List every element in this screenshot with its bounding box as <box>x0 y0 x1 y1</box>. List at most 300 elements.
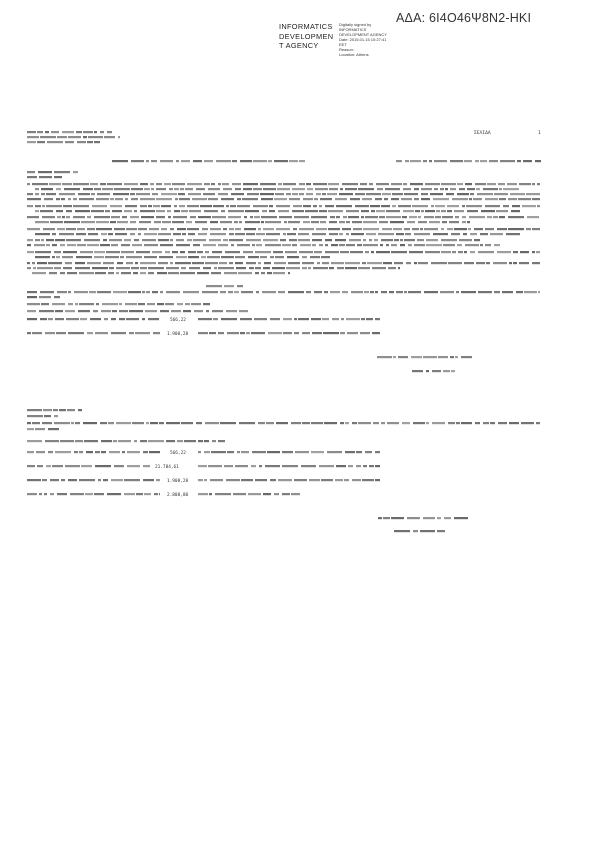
illegible-text-fragment <box>363 244 378 246</box>
illegible-text-fragment <box>319 205 322 207</box>
amount-row-4-total: 2.808,80 <box>167 493 189 498</box>
illegible-text-fragment <box>294 479 307 481</box>
illegible-text-fragment <box>414 198 419 200</box>
illegible-text-fragment <box>244 216 247 218</box>
illegible-text-fragment <box>206 310 209 312</box>
illegible-text-fragment <box>307 188 313 190</box>
illegible-text-fragment <box>63 205 72 207</box>
illegible-text-fragment <box>150 422 158 424</box>
illegible-text-fragment <box>381 291 387 293</box>
illegible-text-fragment <box>370 291 374 293</box>
illegible-text-fragment <box>124 183 138 185</box>
illegible-text-fragment <box>283 332 292 334</box>
illegible-text-fragment <box>52 465 63 467</box>
logo-line-1: INFORMATICS <box>279 22 333 31</box>
illegible-text-fragment <box>263 188 276 190</box>
illegible-text-fragment <box>464 251 467 253</box>
illegible-text-fragment <box>140 267 147 269</box>
illegible-text-fragment <box>461 356 472 358</box>
illegible-text-fragment <box>325 205 334 207</box>
illegible-text-fragment <box>426 239 438 241</box>
illegible-text-fragment <box>67 272 77 274</box>
illegible-text-fragment <box>151 160 157 162</box>
illegible-text-fragment <box>248 493 261 495</box>
logo-line-3: T AGENCY <box>279 41 319 51</box>
illegible-text-fragment <box>474 228 483 230</box>
illegible-text-fragment <box>263 267 270 269</box>
illegible-text-fragment <box>299 160 305 162</box>
illegible-text-fragment <box>96 221 109 223</box>
illegible-text-fragment <box>41 303 49 305</box>
illegible-text-fragment <box>272 267 285 269</box>
illegible-text-fragment <box>27 415 43 417</box>
illegible-text-fragment <box>328 183 339 185</box>
illegible-text-fragment <box>192 262 204 264</box>
illegible-text-fragment <box>50 479 59 481</box>
illegible-text-fragment <box>483 188 498 190</box>
illegible-text-fragment <box>313 205 317 207</box>
illegible-text-fragment <box>513 251 518 253</box>
illegible-text-fragment <box>160 291 163 293</box>
illegible-text-fragment <box>60 244 65 246</box>
illegible-text-fragment <box>246 332 250 334</box>
illegible-text-fragment <box>329 188 338 190</box>
illegible-text-fragment <box>35 221 49 223</box>
illegible-text-fragment <box>396 233 404 235</box>
illegible-text-fragment <box>144 244 158 246</box>
illegible-text-fragment <box>66 318 79 320</box>
illegible-text-fragment <box>245 221 260 223</box>
illegible-text-fragment <box>245 210 259 212</box>
illegible-text-fragment <box>197 251 203 253</box>
illegible-text-fragment <box>365 451 372 453</box>
illegible-text-fragment <box>536 422 540 424</box>
illegible-text-fragment <box>319 244 323 246</box>
illegible-text-fragment <box>63 251 77 253</box>
illegible-text-fragment <box>160 160 173 162</box>
illegible-text-fragment <box>386 216 401 218</box>
illegible-text-fragment <box>74 291 88 293</box>
illegible-text-fragment <box>294 332 299 334</box>
illegible-text-fragment <box>157 303 164 305</box>
illegible-text-fragment <box>198 318 212 320</box>
illegible-text-fragment <box>512 205 520 207</box>
illegible-text-fragment <box>493 262 507 264</box>
illegible-text-fragment <box>66 210 72 212</box>
illegible-text-fragment <box>323 332 339 334</box>
illegible-text-fragment <box>346 221 350 223</box>
illegible-text-fragment <box>352 221 362 223</box>
illegible-text-fragment <box>207 256 220 258</box>
illegible-text-fragment <box>68 332 84 334</box>
illegible-text-fragment <box>166 267 179 269</box>
illegible-text-fragment <box>79 451 83 453</box>
illegible-text-fragment <box>52 233 56 235</box>
illegible-text-fragment <box>157 272 167 274</box>
illegible-text-fragment <box>224 465 233 467</box>
illegible-text-fragment <box>465 244 479 246</box>
illegible-text-fragment <box>65 262 72 264</box>
illegible-text-fragment <box>46 465 51 467</box>
illegible-text-fragment <box>27 422 31 424</box>
illegible-text-fragment <box>275 256 284 258</box>
illegible-text-fragment <box>228 216 241 218</box>
illegible-text-fragment <box>127 465 140 467</box>
illegible-text-fragment <box>118 440 131 442</box>
illegible-text-fragment <box>239 310 248 312</box>
illegible-text-fragment <box>258 228 261 230</box>
illegible-text-fragment <box>172 183 185 185</box>
illegible-text-fragment <box>282 451 293 453</box>
illegible-text-fragment <box>224 272 237 274</box>
illegible-text-fragment <box>364 291 369 293</box>
illegible-text-fragment <box>466 205 482 207</box>
illegible-text-fragment <box>119 318 125 320</box>
illegible-text-fragment <box>493 216 498 218</box>
illegible-text-fragment <box>288 272 290 274</box>
illegible-text-fragment <box>159 422 164 424</box>
illegible-text-fragment <box>494 193 508 195</box>
illegible-text-fragment <box>391 183 402 185</box>
illegible-text-fragment <box>313 183 327 185</box>
illegible-text-fragment <box>156 210 165 212</box>
illegible-text-fragment <box>97 291 111 293</box>
signature-line-5: EET <box>339 42 347 47</box>
illegible-text-fragment <box>85 493 93 495</box>
illegible-text-fragment <box>184 440 196 442</box>
illegible-text-fragment <box>443 244 455 246</box>
illegible-text-fragment <box>494 244 500 246</box>
illegible-text-fragment <box>46 239 54 241</box>
illegible-text-fragment <box>152 193 158 195</box>
illegible-text-fragment <box>321 479 333 481</box>
illegible-text-fragment <box>249 267 254 269</box>
illegible-text-fragment <box>27 176 37 178</box>
illegible-text-fragment <box>526 193 540 195</box>
illegible-text-fragment <box>116 267 130 269</box>
illegible-text-fragment <box>51 131 59 133</box>
illegible-text-fragment <box>194 310 203 312</box>
illegible-text-fragment <box>218 244 228 246</box>
illegible-text-fragment <box>105 210 110 212</box>
illegible-text-fragment <box>145 310 157 312</box>
illegible-text-fragment <box>421 188 432 190</box>
illegible-text-fragment <box>210 233 226 235</box>
illegible-text-fragment <box>35 210 39 212</box>
illegible-text-fragment <box>185 188 193 190</box>
illegible-text-fragment <box>95 272 106 274</box>
illegible-text-fragment <box>440 188 444 190</box>
illegible-text-fragment <box>423 517 435 519</box>
illegible-text-fragment <box>467 188 475 190</box>
illegible-text-fragment <box>441 210 446 212</box>
illegible-text-fragment <box>235 228 241 230</box>
illegible-text-fragment <box>132 244 142 246</box>
illegible-text-fragment <box>142 291 145 293</box>
illegible-text-fragment <box>153 205 160 207</box>
illegible-text-fragment <box>33 267 36 269</box>
illegible-text-fragment <box>462 216 466 218</box>
illegible-text-fragment <box>195 221 207 223</box>
amount-row-3-total: 21.784,61 <box>155 465 179 470</box>
illegible-text-fragment <box>198 332 208 334</box>
illegible-text-fragment <box>436 210 440 212</box>
illegible-text-fragment <box>27 239 33 241</box>
illegible-text-fragment <box>42 205 45 207</box>
illegible-text-fragment <box>65 141 74 143</box>
illegible-text-fragment <box>331 262 344 264</box>
illegible-text-fragment <box>156 183 162 185</box>
illegible-text-fragment <box>441 239 457 241</box>
illegible-text-fragment <box>42 422 52 424</box>
illegible-text-fragment <box>40 210 53 212</box>
illegible-text-fragment <box>61 198 65 200</box>
illegible-text-fragment <box>78 409 82 411</box>
illegible-text-fragment <box>146 422 149 424</box>
illegible-text-fragment <box>508 228 524 230</box>
illegible-text-fragment <box>193 244 200 246</box>
illegible-text-fragment <box>161 228 167 230</box>
illegible-text-fragment <box>153 332 160 334</box>
illegible-text-fragment <box>441 183 456 185</box>
illegible-text-fragment <box>214 267 217 269</box>
illegible-text-fragment <box>124 493 135 495</box>
illegible-text-fragment <box>516 291 523 293</box>
illegible-text-fragment <box>404 193 418 195</box>
illegible-text-fragment <box>45 131 49 133</box>
illegible-text-fragment <box>345 422 349 424</box>
illegible-text-fragment <box>35 251 51 253</box>
illegible-text-fragment <box>278 479 292 481</box>
illegible-text-fragment <box>400 239 403 241</box>
amount-row-2: 1.908,28 <box>167 332 189 337</box>
illegible-text-fragment <box>228 210 244 212</box>
illegible-text-fragment <box>270 318 280 320</box>
illegible-text-fragment <box>237 205 250 207</box>
illegible-text-fragment <box>227 332 239 334</box>
illegible-text-fragment <box>148 267 164 269</box>
illegible-text-fragment <box>121 272 131 274</box>
illegible-text-fragment <box>56 256 60 258</box>
illegible-text-fragment <box>396 160 402 162</box>
illegible-text-fragment <box>363 239 366 241</box>
illegible-text-fragment <box>274 493 279 495</box>
illegible-text-fragment <box>398 356 408 358</box>
illegible-text-fragment <box>381 422 385 424</box>
illegible-text-fragment <box>330 216 335 218</box>
illegible-text-fragment <box>352 479 361 481</box>
illegible-text-fragment <box>138 233 141 235</box>
illegible-text-fragment <box>187 183 202 185</box>
illegible-text-fragment <box>263 493 271 495</box>
illegible-text-fragment <box>260 193 274 195</box>
illegible-text-fragment <box>478 251 494 253</box>
illegible-text-fragment <box>204 160 213 162</box>
illegible-text-fragment <box>177 228 186 230</box>
illegible-text-fragment <box>425 251 440 253</box>
illegible-text-fragment <box>265 465 280 467</box>
illegible-text-fragment <box>117 262 123 264</box>
illegible-text-fragment <box>221 256 234 258</box>
illegible-text-fragment <box>283 183 296 185</box>
illegible-text-fragment <box>434 188 438 190</box>
illegible-text-fragment <box>383 517 390 519</box>
illegible-text-fragment <box>497 228 507 230</box>
illegible-text-fragment <box>229 228 234 230</box>
illegible-text-fragment <box>454 210 464 212</box>
illegible-text-fragment <box>131 160 144 162</box>
illegible-text-fragment <box>431 262 447 264</box>
illegible-text-fragment <box>263 228 274 230</box>
illegible-text-fragment <box>253 188 262 190</box>
illegible-text-fragment <box>120 256 124 258</box>
illegible-text-fragment <box>60 440 74 442</box>
illegible-text-fragment <box>509 262 512 264</box>
illegible-text-fragment <box>456 422 460 424</box>
illegible-text-fragment <box>278 183 282 185</box>
illegible-text-fragment <box>312 233 326 235</box>
illegible-text-fragment <box>130 216 139 218</box>
illegible-text-fragment <box>175 262 191 264</box>
illegible-text-fragment <box>73 171 78 173</box>
illegible-text-fragment <box>39 310 54 312</box>
illegible-text-fragment <box>226 310 237 312</box>
illegible-text-fragment <box>160 244 173 246</box>
illegible-text-fragment <box>233 493 246 495</box>
illegible-text-fragment <box>27 171 35 173</box>
illegible-text-fragment <box>324 291 328 293</box>
illegible-text-fragment <box>225 251 240 253</box>
illegible-text-fragment <box>32 422 40 424</box>
illegible-text-fragment <box>48 318 53 320</box>
illegible-text-fragment <box>435 216 441 218</box>
illegible-text-fragment <box>410 183 423 185</box>
illegible-text-fragment <box>36 451 45 453</box>
illegible-text-fragment <box>94 251 105 253</box>
illegible-text-fragment <box>156 198 172 200</box>
ada-code: ΑΔΑ: 6Ι4Ο46Ψ8Ν2-ΗΚΙ <box>396 11 532 25</box>
illegible-text-fragment <box>166 291 180 293</box>
illegible-text-fragment <box>119 310 128 312</box>
illegible-text-fragment <box>303 221 310 223</box>
illegible-text-fragment <box>41 239 44 241</box>
illegible-text-fragment <box>61 479 65 481</box>
illegible-text-fragment <box>94 216 110 218</box>
illegible-text-fragment <box>349 239 361 241</box>
illegible-text-fragment <box>43 228 55 230</box>
illegible-text-fragment <box>239 221 242 223</box>
illegible-text-fragment <box>455 216 459 218</box>
illegible-text-fragment <box>532 228 540 230</box>
illegible-text-fragment <box>54 171 70 173</box>
illegible-text-fragment <box>274 262 286 264</box>
illegible-text-fragment <box>167 210 171 212</box>
illegible-text-fragment <box>159 493 160 495</box>
illegible-text-fragment <box>345 451 355 453</box>
illegible-text-fragment <box>241 479 253 481</box>
illegible-text-fragment <box>158 239 169 241</box>
illegible-text-fragment <box>27 136 39 138</box>
illegible-text-fragment <box>54 415 58 417</box>
illegible-text-fragment <box>292 210 304 212</box>
illegible-text-fragment <box>327 193 337 195</box>
illegible-text-fragment <box>188 193 201 195</box>
illegible-text-fragment <box>115 198 123 200</box>
illegible-text-fragment <box>64 221 80 223</box>
illegible-text-fragment <box>442 216 453 218</box>
illegible-text-fragment <box>191 303 201 305</box>
illegible-text-fragment <box>129 332 134 334</box>
illegible-text-fragment <box>449 221 459 223</box>
illegible-text-fragment <box>150 183 154 185</box>
illegible-text-fragment <box>27 216 39 218</box>
illegible-text-fragment <box>204 210 218 212</box>
illegible-text-fragment <box>87 332 93 334</box>
illegible-text-fragment <box>424 291 438 293</box>
illegible-text-fragment <box>27 193 33 195</box>
illegible-text-fragment <box>339 193 353 195</box>
illegible-text-fragment <box>55 451 71 453</box>
illegible-text-fragment <box>256 291 259 293</box>
illegible-text-fragment <box>312 332 322 334</box>
illegible-text-fragment <box>136 193 150 195</box>
illegible-text-fragment <box>377 188 383 190</box>
illegible-text-fragment <box>498 422 507 424</box>
illegible-text-fragment <box>170 228 174 230</box>
illegible-text-fragment <box>431 205 434 207</box>
illegible-text-fragment <box>391 517 404 519</box>
illegible-text-fragment <box>136 251 150 253</box>
illegible-text-fragment <box>256 244 262 246</box>
illegible-text-fragment <box>260 256 267 258</box>
illegible-text-fragment <box>311 221 319 223</box>
illegible-text-fragment <box>306 193 313 195</box>
illegible-text-fragment <box>102 303 118 305</box>
illegible-text-fragment <box>433 198 449 200</box>
illegible-text-fragment <box>411 356 422 358</box>
illegible-text-fragment <box>425 183 440 185</box>
illegible-text-fragment <box>178 193 185 195</box>
illegible-text-fragment <box>339 244 345 246</box>
signature-line-7: Location: Athens <box>339 52 369 57</box>
illegible-text-fragment <box>319 210 327 212</box>
illegible-text-fragment <box>174 210 180 212</box>
illegible-text-fragment <box>196 422 202 424</box>
illegible-text-fragment <box>480 233 488 235</box>
illegible-text-fragment <box>433 233 448 235</box>
illegible-text-fragment <box>405 160 409 162</box>
illegible-text-fragment <box>218 267 234 269</box>
illegible-text-fragment <box>27 409 42 411</box>
illegible-text-fragment <box>443 370 450 372</box>
illegible-text-fragment <box>316 193 321 195</box>
illegible-text-fragment <box>487 216 492 218</box>
illegible-text-fragment <box>268 160 272 162</box>
illegible-text-fragment <box>462 205 465 207</box>
illegible-text-fragment <box>35 205 41 207</box>
illegible-text-fragment <box>535 160 541 162</box>
illegible-text-fragment <box>523 160 532 162</box>
illegible-text-fragment <box>314 291 322 293</box>
illegible-text-fragment <box>469 198 472 200</box>
illegible-text-fragment <box>46 244 50 246</box>
illegible-text-fragment <box>209 493 212 495</box>
illegible-text-fragment <box>480 244 483 246</box>
illegible-text-fragment <box>237 198 241 200</box>
illegible-text-fragment <box>408 244 412 246</box>
illegible-text-fragment <box>503 188 519 190</box>
illegible-text-fragment <box>170 239 173 241</box>
